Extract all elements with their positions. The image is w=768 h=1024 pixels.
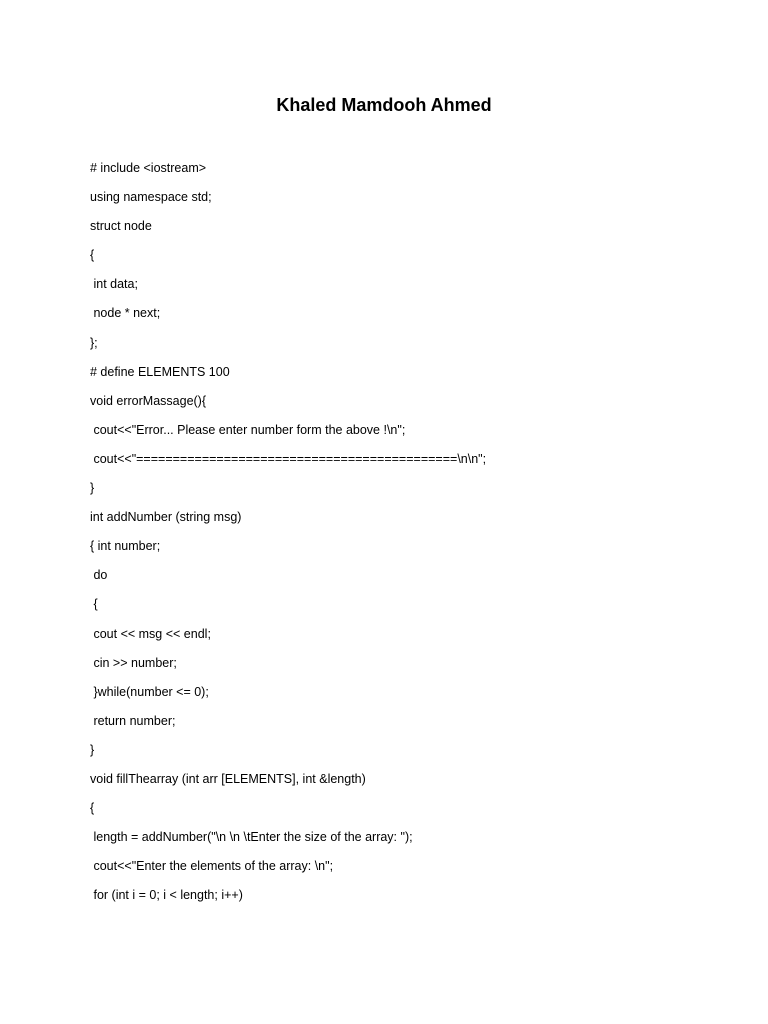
code-block bbox=[90, 158, 730, 914]
document-title: Khaled Mamdooh Ahmed bbox=[276, 95, 492, 115]
code-line: { bbox=[90, 248, 95, 263]
code-line: { bbox=[90, 597, 98, 612]
code-line: void errorMassage(){ bbox=[90, 393, 207, 408]
code-line: node * next; bbox=[90, 306, 161, 321]
code-line: int data; bbox=[90, 277, 138, 292]
code-line: void fillThearray (int arr [ELEMENTS], int &length) bbox=[90, 771, 366, 786]
code-line: int addNumber (string msg) bbox=[90, 510, 242, 525]
code-line: length = addNumber("\n \n \tEnter the size of the array: "); bbox=[90, 830, 413, 845]
code-line: } bbox=[90, 481, 95, 496]
code-line: return number; bbox=[90, 713, 176, 728]
code-line: cout<<"Enter the elements of the array: \n"; bbox=[90, 859, 334, 874]
code-line: } bbox=[90, 742, 95, 757]
code-line: cout<<"Error... Please enter number form the above !\n"; bbox=[90, 422, 406, 437]
code-line: }while(number <= 0); bbox=[90, 684, 209, 699]
code-line: { int number; bbox=[90, 539, 161, 554]
code-line: do bbox=[90, 568, 108, 583]
code-line: for (int i = 0; i < length; i++) bbox=[90, 888, 243, 903]
code-line: }; bbox=[90, 335, 98, 350]
code-line: cout<<"============================================\n\n"; bbox=[90, 451, 487, 466]
code-line: { bbox=[90, 801, 95, 816]
code-line: struct node bbox=[90, 219, 152, 234]
code-line: cin >> number; bbox=[90, 655, 177, 670]
code-line: using namespace std; bbox=[90, 190, 212, 205]
code-line: cout << msg << endl; bbox=[90, 626, 211, 641]
code-line: # include <iostream> bbox=[90, 161, 207, 175]
code-line: # define ELEMENTS 100 bbox=[90, 364, 230, 379]
